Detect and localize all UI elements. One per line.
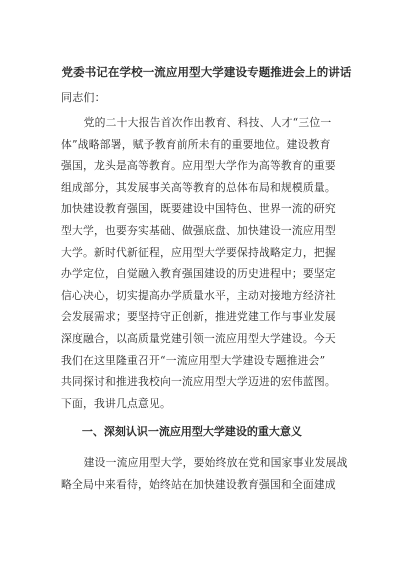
paragraph-line: 办学定位，自觉融入教育强国建设的历史进程中；要坚定: [61, 267, 336, 281]
paragraph-line: 会发展需求；要坚持守正创新，推进党建工作与事业发展: [61, 310, 336, 324]
paragraph-line: 略全局中来看待，始终站在加快建设教育强国和全面建成: [61, 477, 336, 491]
document-title: 党委书记在学校一流应用型大学建设专题推进会上的讲话: [61, 65, 352, 79]
paragraph-line: 共同探讨和推进我校向一流应用型大学迈进的宏伟蓝图。: [61, 375, 336, 389]
paragraph-line: 组成部分，其发展事关高等教育的总体布局和规模质量。: [61, 180, 336, 194]
paragraph-line: 大学。新时代新征程，应用型大学要保持战略定力，把握: [61, 245, 336, 259]
paragraph-line: 我们在这里隆重召开“一流应用型大学建设专题推进会”: [61, 353, 326, 367]
paragraph-line: 型大学，也要夯实基础、做强底盘、加快建设一流应用型: [61, 223, 336, 237]
paragraph-line: 信心决心，切实提高办学质量水平，主动对接地方经济社: [61, 288, 336, 302]
paragraph-line: 体”战略部署，赋予教育前所未有的重要地位。建设教育: [61, 137, 331, 151]
paragraph-line: 强国，龙头是高等教育。应用型大学作为高等教育的重要: [61, 159, 336, 173]
paragraph-line: 建设一流应用型大学，要始终放在党和国家事业发展战: [83, 456, 348, 470]
paragraph-intro: [61, 112, 352, 414]
paragraph-line: 党的二十大报告首次作出教育、科技、人才“三位一: [83, 116, 332, 129]
paragraph-line: 下面，我讲几点意见。: [61, 396, 171, 410]
paragraph-line: 深度融合，以高质量党建引领一流应用型大学建设。今天: [61, 331, 336, 345]
salutation: 同志们：: [61, 91, 106, 104]
paragraph-line: 加快建设教育强国，既要建设中国特色、世界一流的研究: [61, 202, 336, 216]
section-heading: 一、深刻认识一流应用型大学建设的重大意义: [81, 425, 302, 439]
paragraph-section-one: [61, 452, 352, 495]
